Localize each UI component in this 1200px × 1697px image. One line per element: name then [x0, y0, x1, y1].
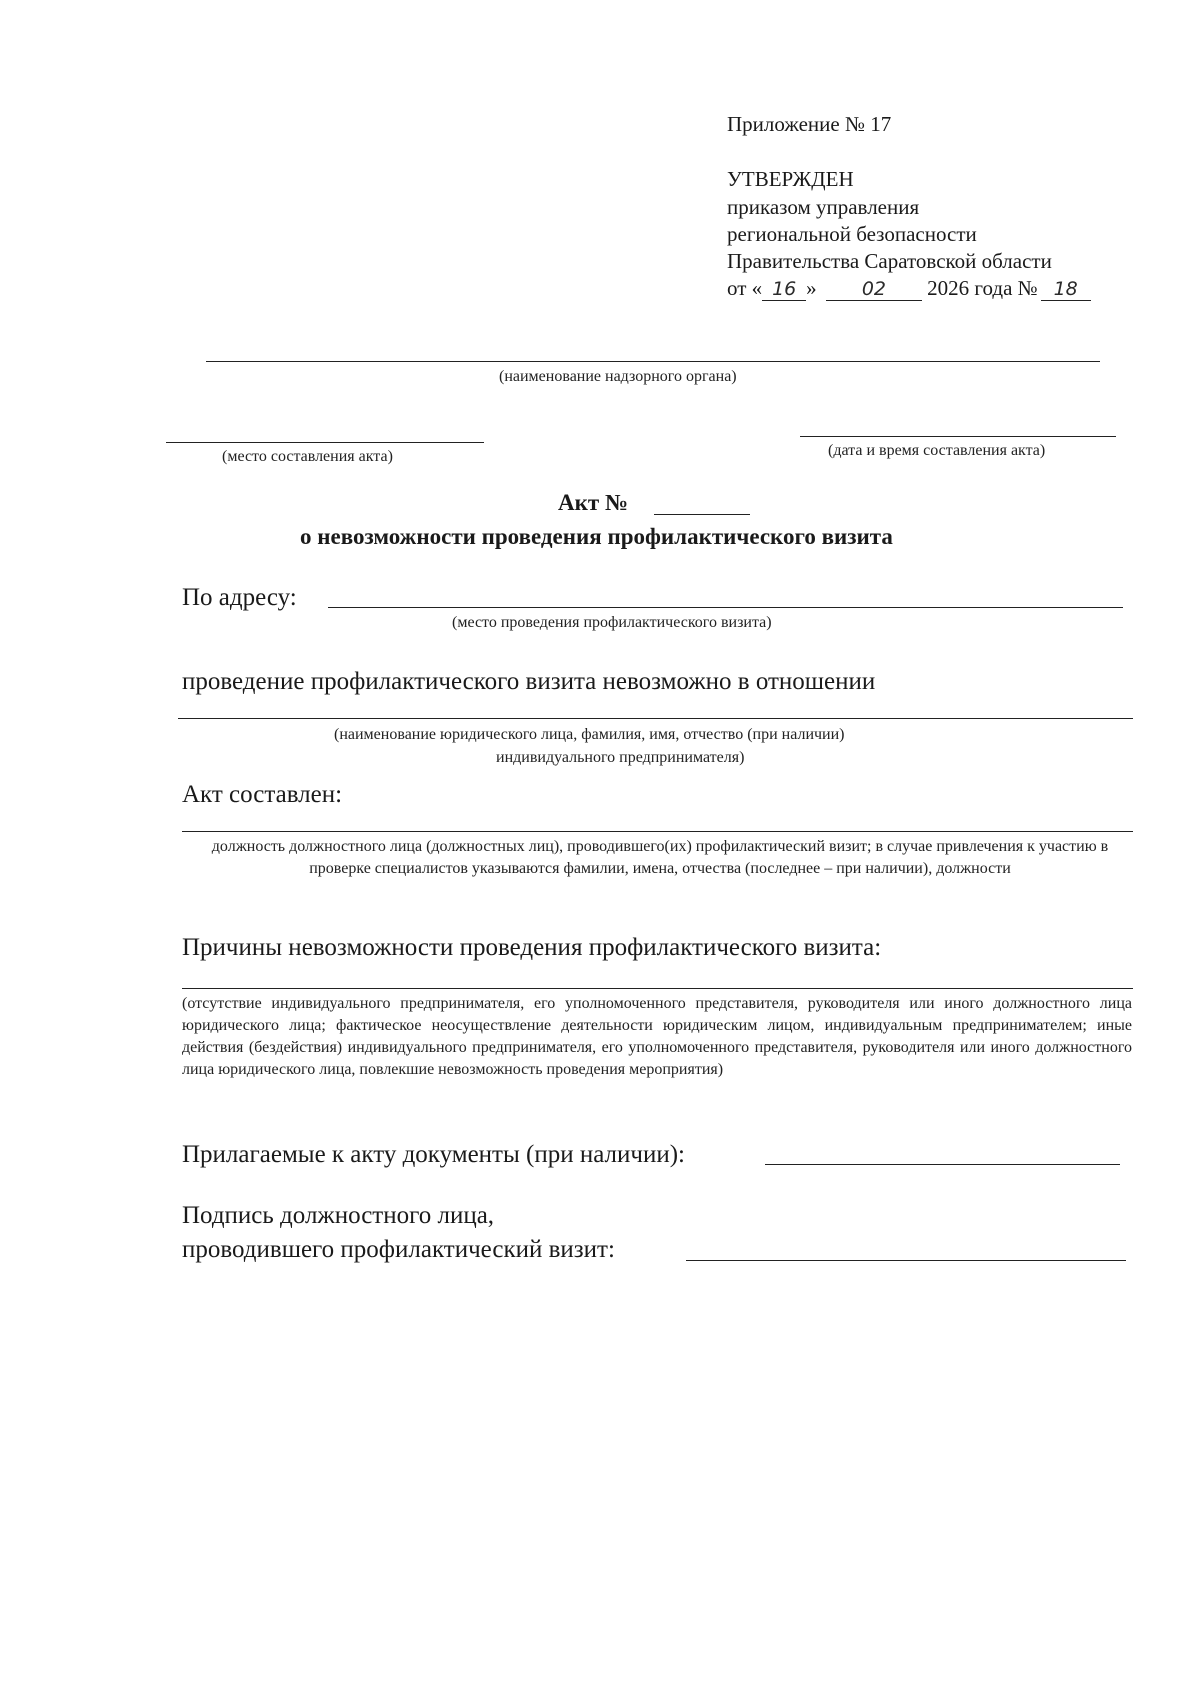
composed-caption: должность должностного лица (должностных лиц), проводившего(их) профилактический визит; в случае привлечения к участию в проверке специалистов указываются фамилии, имена, отчества (последнее – при наличии), должности	[211, 838, 1109, 877]
authority-caption: (наименование надзорного органа)	[499, 368, 737, 385]
subject-caption-1: (наименование юридического лица, фамилия, имя, отчество (при наличии)	[334, 726, 845, 743]
composed-line	[182, 831, 1133, 832]
reasons-caption: (отсутствие индивидуального предпринимателя, его уполномоченного представителя, руководителя или иного должностного лица юридического лица; фактическое неосуществление деятельности юридическим лицом, индивидуальным предпринимателем; иные действия (бездействия) индивидуального предпринимателя, его уполномоченного представителя, руководителя или иного должностного лица юридического лица, повлекшие невозможность проведения мероприятия)	[182, 995, 1132, 1078]
act-title: Акт №	[558, 490, 629, 515]
subject-label: проведение профилактического визита невозможно в отношении	[182, 668, 876, 695]
address-caption: (место проведения профилактического визита)	[452, 614, 772, 631]
address-label: По адресу:	[182, 584, 297, 611]
composed-label: Акт составлен:	[182, 781, 343, 808]
subject-line	[178, 718, 1133, 719]
signature-label-2: проводившего профилактический визит:	[182, 1236, 615, 1263]
signature-label-1: Подпись должностного лица,	[182, 1202, 495, 1229]
date-prefix: от «	[727, 276, 763, 300]
order-line-3: Правительства Саратовской области	[727, 249, 1052, 273]
reasons-line	[182, 988, 1133, 989]
order-date-line	[727, 275, 1091, 302]
address-line	[328, 607, 1123, 608]
subject-caption-2: индивидуального предпринимателя)	[496, 749, 745, 766]
act-subtitle: о невозможности проведения профилактического визита	[300, 524, 893, 549]
act-number-line	[654, 514, 750, 515]
date-month-handwritten: 02	[826, 278, 922, 301]
signature-line	[686, 1260, 1126, 1261]
datetime-line	[800, 436, 1116, 437]
order-number-handwritten: 18	[1041, 278, 1091, 301]
appendix-number: Приложение № 17	[727, 112, 892, 136]
approved-heading: УТВЕРЖДЕН	[727, 167, 854, 191]
datetime-caption: (дата и время составления акта)	[828, 442, 1046, 459]
place-caption: (место составления акта)	[222, 448, 393, 465]
date-day-handwritten: 16	[762, 278, 806, 301]
place-line	[166, 442, 484, 443]
authority-line	[206, 361, 1100, 362]
date-mid: »	[806, 276, 817, 300]
attachments-line	[765, 1164, 1120, 1165]
order-line-1: приказом управления	[727, 195, 920, 219]
reasons-label: Причины невозможности проведения профилактического визита:	[182, 934, 882, 961]
date-year-text: 2026 года №	[927, 276, 1038, 300]
order-line-2: региональной безопасности	[727, 222, 977, 246]
attachments-label: Прилагаемые к акту документы (при наличии):	[182, 1141, 686, 1168]
